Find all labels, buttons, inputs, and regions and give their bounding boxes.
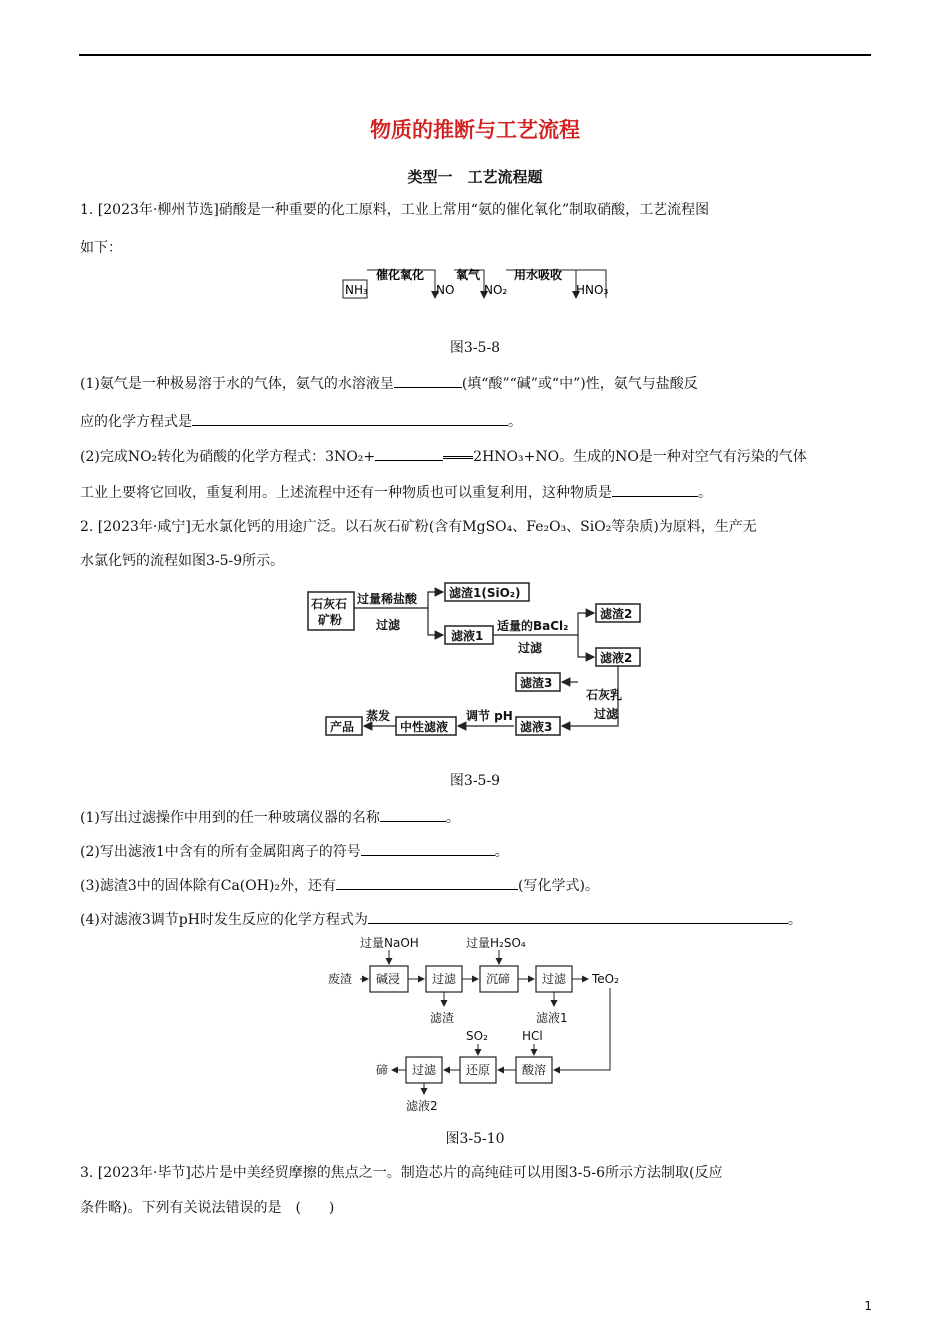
fig3-te: 碲 bbox=[376, 1063, 389, 1077]
fig1-step3: 用水吸收 bbox=[514, 268, 563, 282]
fig1-hno3: HNO₃ bbox=[576, 283, 609, 297]
equals-sign bbox=[443, 456, 473, 459]
q1-part2-line1 bbox=[80, 445, 872, 467]
answer-blank-1[interactable] bbox=[394, 372, 462, 388]
fig3-teo2: TeO₂ bbox=[592, 972, 619, 986]
fig3-waste: 废渣 bbox=[328, 972, 353, 986]
q1-p2b: 2HNO₃+NO。生成的NO是一种对空气有污染的气体 bbox=[473, 449, 807, 465]
q1-part1-line2 bbox=[80, 410, 872, 432]
fig2-bacl2: 适量的BaCl₂ bbox=[497, 619, 569, 633]
fig2-residue3: 滤渣3 bbox=[520, 676, 553, 690]
fig2-acid: 过量稀盐酸 bbox=[357, 592, 418, 606]
fig1-step2: 氧气 bbox=[456, 268, 481, 282]
fig1-no: NO bbox=[436, 283, 455, 297]
q1-stem-line2: 如下： bbox=[80, 240, 122, 256]
answer-blank-5[interactable] bbox=[380, 806, 446, 822]
q2-s4b: 。 bbox=[787, 912, 802, 928]
answer-blank-2[interactable] bbox=[192, 410, 508, 426]
header-rule bbox=[79, 54, 871, 56]
q2-s2a: (2)写出滤液1中含有的所有金属阳离子的符号 bbox=[80, 844, 361, 860]
q1-p1c: 应的化学方程式是 bbox=[80, 414, 192, 430]
answer-blank-7[interactable] bbox=[336, 874, 518, 890]
page-title: 物质的推断与工艺流程 bbox=[370, 118, 580, 142]
fig2-residue1: 滤渣1(SiO₂) bbox=[449, 586, 521, 600]
fig2-neutral: 中性滤液 bbox=[400, 720, 449, 734]
q2-sub4 bbox=[80, 908, 872, 930]
q1-p2a: (2)完成NO₂转化为硝酸的化学方程式：3NO₂+ bbox=[80, 449, 376, 465]
fig3-filterB: 过滤 bbox=[542, 972, 567, 986]
fig2-lime1: 石灰乳 bbox=[586, 688, 623, 702]
q1-part1-line1 bbox=[80, 372, 872, 394]
figure-3-5-10-caption: 图3-5-10 bbox=[445, 1131, 505, 1147]
answer-blank-4[interactable] bbox=[612, 481, 698, 497]
q2-stem-line2: 水氯化钙的流程如图3-5-9所示。 bbox=[80, 553, 285, 569]
fig3-naoh: 过量NaOH bbox=[360, 936, 419, 950]
figure-3-5-8 bbox=[330, 262, 620, 302]
fig3-reduce: 还原 bbox=[466, 1063, 491, 1077]
q1-p1d: 。 bbox=[508, 414, 522, 430]
answer-blank-8[interactable] bbox=[368, 908, 788, 924]
q1-p2c: 工业上要将它回收，重复利用。上述流程中还有一种物质也可以重复利用，这种物质是 bbox=[80, 485, 612, 501]
fig2-filter3: 过滤 bbox=[594, 707, 619, 721]
figure-3-5-10 bbox=[320, 932, 640, 1118]
fig2-ore2: 矿粉 bbox=[318, 613, 343, 627]
q1-p1a: (1)氨气是一种极易溶于水的气体，氨气的水溶液呈 bbox=[80, 376, 394, 392]
fig3-alkali: 碱浸 bbox=[376, 972, 401, 986]
fig2-filtrate3: 滤液3 bbox=[520, 720, 553, 734]
fig2-filtrate2: 滤液2 bbox=[600, 651, 633, 665]
fig3-aciddissolve: 酸溶 bbox=[522, 1063, 547, 1077]
q2-sub1 bbox=[80, 806, 872, 828]
fig3-filtrate1: 滤液1 bbox=[536, 1011, 568, 1025]
q2-s1b: 。 bbox=[445, 810, 460, 826]
q1-stem-line1: 1. [2023年·柳州节选]硝酸是一种重要的化工原料，工业上常用“氨的催化氧化”制取硝酸，工艺流程图 bbox=[80, 202, 710, 218]
q2-stem-line1: 2. [2023年·咸宁]无水氯化钙的用途广泛。以石灰石矿粉(含有MgSO₄、Fe₂O₃、SiO₂等杂质)为原料，生产无 bbox=[80, 519, 757, 535]
q2-s4a: (4)对滤液3调节pH时发生反应的化学方程式为 bbox=[80, 912, 368, 928]
fig3-precip: 沉碲 bbox=[486, 972, 511, 986]
fig3-so2: SO₂ bbox=[466, 1029, 488, 1043]
q2-s3b: (写化学式)。 bbox=[518, 878, 599, 894]
answer-blank-6[interactable] bbox=[361, 840, 495, 856]
q1-p1b: (填“酸”“碱”或“中”)性，氨气与盐酸反 bbox=[461, 376, 698, 392]
section-title: 类型一 工艺流程题 bbox=[407, 168, 543, 186]
fig3-residue: 滤渣 bbox=[430, 1011, 455, 1025]
fig3-filterC: 过滤 bbox=[412, 1063, 437, 1077]
q2-s2b: 。 bbox=[494, 844, 509, 860]
fig2-residue2: 滤渣2 bbox=[600, 607, 633, 621]
q2-sub2 bbox=[80, 840, 872, 862]
figure-3-5-8-caption: 图3-5-8 bbox=[449, 340, 501, 356]
q3-stem-line1: 3. [2023年·毕节]芯片是中美经贸摩擦的焦点之一。制造芯片的高纯硅可以用图3-5-6所示方法制取(反应 bbox=[80, 1165, 723, 1181]
fig2-filtrate1: 滤液1 bbox=[451, 629, 484, 643]
fig1-nh3: NH₃ bbox=[345, 283, 368, 297]
fig2-filter2: 过滤 bbox=[518, 641, 543, 655]
q3-stem-line2: 条件略)。下列有关说法错误的是 ( ) bbox=[80, 1200, 335, 1216]
fig3-filtrate2: 滤液2 bbox=[406, 1099, 438, 1113]
answer-blank-3[interactable] bbox=[375, 445, 443, 461]
fig3-hcl: HCl bbox=[522, 1029, 543, 1043]
figure-3-5-9-caption: 图3-5-9 bbox=[449, 773, 501, 789]
fig3-h2so4: 过量H₂SO₄ bbox=[466, 936, 526, 950]
q2-sub3 bbox=[80, 874, 872, 896]
fig2-product: 产品 bbox=[330, 720, 355, 734]
q1-p2d: 。 bbox=[698, 485, 712, 501]
fig1-no2: NO₂ bbox=[484, 283, 508, 297]
q2-s1a: (1)写出过滤操作中用到的任一种玻璃仪器的名称 bbox=[80, 810, 380, 826]
q1-part2-line2 bbox=[80, 481, 872, 503]
fig2-filter1: 过滤 bbox=[376, 618, 401, 632]
fig1-step1: 催化氧化 bbox=[376, 268, 425, 282]
fig3-filterA: 过滤 bbox=[432, 972, 457, 986]
fig2-ph: 调节 pH bbox=[466, 709, 513, 723]
q2-s3a: (3)滤渣3中的固体除有Ca(OH)₂外，还有 bbox=[80, 878, 337, 894]
figure-3-5-9 bbox=[300, 578, 650, 748]
fig2-evap: 蒸发 bbox=[366, 709, 391, 723]
fig2-ore1: 石灰石 bbox=[311, 597, 348, 611]
page-number: 1 bbox=[864, 1299, 872, 1313]
